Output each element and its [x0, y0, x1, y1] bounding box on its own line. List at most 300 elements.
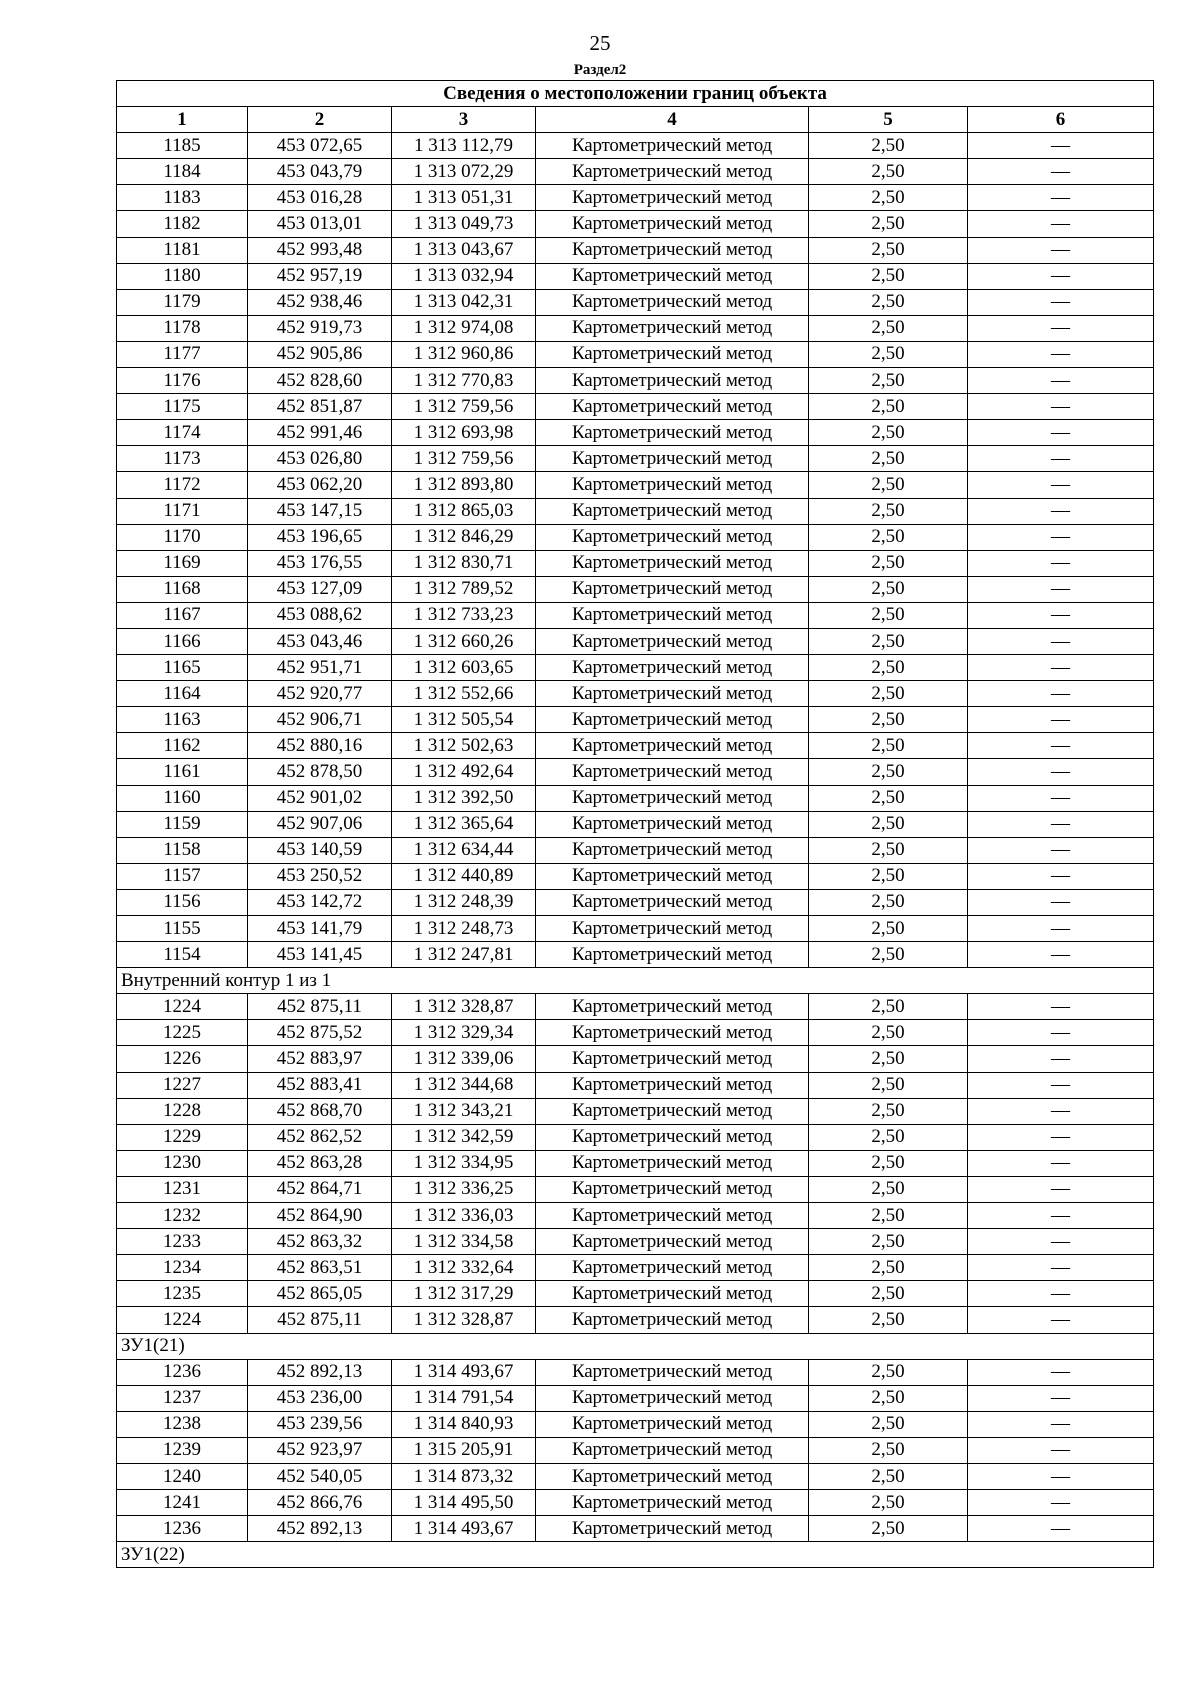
point-number-cell: 1172 [117, 472, 248, 498]
table-row [117, 602, 1154, 628]
table-row [117, 628, 1154, 654]
method-cell: Картометрический метод [536, 263, 809, 289]
description-cell: — [968, 211, 1154, 237]
x-coordinate-cell: 452 866,76 [248, 1490, 392, 1516]
point-number-cell: 1168 [117, 576, 248, 602]
accuracy-cell: 2,50 [809, 628, 968, 654]
table-row [117, 1020, 1154, 1046]
y-coordinate-cell: 1 313 043,67 [392, 237, 536, 263]
table-row [117, 942, 1154, 968]
table-row [117, 263, 1154, 289]
table-row [117, 341, 1154, 367]
y-coordinate-cell: 1 312 693,98 [392, 420, 536, 446]
y-coordinate-cell: 1 312 336,25 [392, 1176, 536, 1202]
accuracy-cell: 2,50 [809, 759, 968, 785]
description-cell: — [968, 1124, 1154, 1150]
description-cell: — [968, 655, 1154, 681]
x-coordinate-cell: 452 892,13 [248, 1516, 392, 1542]
x-coordinate-cell: 452 951,71 [248, 655, 392, 681]
accuracy-cell: 2,50 [809, 837, 968, 863]
description-cell: — [968, 159, 1154, 185]
table-row [117, 368, 1154, 394]
method-cell: Картометрический метод [536, 681, 809, 707]
x-coordinate-cell: 452 923,97 [248, 1437, 392, 1463]
description-cell: — [968, 1098, 1154, 1124]
accuracy-cell: 2,50 [809, 368, 968, 394]
description-cell: — [968, 1385, 1154, 1411]
point-number-cell: 1239 [117, 1437, 248, 1463]
description-cell: — [968, 550, 1154, 576]
table-row [117, 863, 1154, 889]
point-number-cell: 1162 [117, 733, 248, 759]
y-coordinate-cell: 1 314 493,67 [392, 1516, 536, 1542]
point-number-cell: 1185 [117, 133, 248, 159]
point-number-cell: 1230 [117, 1150, 248, 1176]
y-coordinate-cell: 1 312 440,89 [392, 863, 536, 889]
point-number-cell: 1176 [117, 368, 248, 394]
point-number-cell: 1238 [117, 1411, 248, 1437]
table-row [117, 1490, 1154, 1516]
accuracy-cell: 2,50 [809, 1437, 968, 1463]
y-coordinate-cell: 1 312 552,66 [392, 681, 536, 707]
accuracy-cell: 2,50 [809, 1229, 968, 1255]
point-number-cell: 1169 [117, 550, 248, 576]
point-number-cell: 1184 [117, 159, 248, 185]
method-cell: Картометрический метод [536, 889, 809, 915]
table-row [117, 1516, 1154, 1542]
column-number: 5 [809, 107, 968, 133]
table-row [117, 1229, 1154, 1255]
accuracy-cell: 2,50 [809, 289, 968, 315]
accuracy-cell: 2,50 [809, 1490, 968, 1516]
accuracy-cell: 2,50 [809, 524, 968, 550]
description-cell: — [968, 916, 1154, 942]
accuracy-cell: 2,50 [809, 1046, 968, 1072]
method-cell: Картометрический метод [536, 1411, 809, 1437]
y-coordinate-cell: 1 312 339,06 [392, 1046, 536, 1072]
table-row [117, 994, 1154, 1020]
contour-header-row [117, 1333, 1154, 1359]
x-coordinate-cell: 452 863,51 [248, 1255, 392, 1281]
point-number-cell: 1227 [117, 1072, 248, 1098]
accuracy-cell: 2,50 [809, 655, 968, 681]
x-coordinate-cell: 452 878,50 [248, 759, 392, 785]
y-coordinate-cell: 1 312 846,29 [392, 524, 536, 550]
point-number-cell: 1158 [117, 837, 248, 863]
x-coordinate-cell: 453 236,00 [248, 1385, 392, 1411]
description-cell: — [968, 1255, 1154, 1281]
accuracy-cell: 2,50 [809, 1463, 968, 1489]
point-number-cell: 1232 [117, 1203, 248, 1229]
description-cell: — [968, 837, 1154, 863]
y-coordinate-cell: 1 314 493,67 [392, 1359, 536, 1385]
x-coordinate-cell: 452 957,19 [248, 263, 392, 289]
accuracy-cell: 2,50 [809, 1359, 968, 1385]
method-cell: Картометрический метод [536, 1255, 809, 1281]
table-row [117, 498, 1154, 524]
description-cell: — [968, 733, 1154, 759]
x-coordinate-cell: 453 141,45 [248, 942, 392, 968]
y-coordinate-cell: 1 312 759,56 [392, 446, 536, 472]
description-cell: — [968, 420, 1154, 446]
accuracy-cell: 2,50 [809, 315, 968, 341]
description-cell: — [968, 707, 1154, 733]
accuracy-cell: 2,50 [809, 889, 968, 915]
description-cell: — [968, 1490, 1154, 1516]
description-cell: — [968, 759, 1154, 785]
point-number-cell: 1156 [117, 889, 248, 915]
x-coordinate-cell: 453 016,28 [248, 185, 392, 211]
section-label: Раздел2 [573, 62, 627, 78]
column-number: 2 [248, 107, 392, 133]
contour-header-row [117, 1542, 1154, 1568]
table-row [117, 916, 1154, 942]
method-cell: Картометрический метод [536, 1072, 809, 1098]
point-number-cell: 1164 [117, 681, 248, 707]
table-row [117, 1072, 1154, 1098]
x-coordinate-cell: 453 072,65 [248, 133, 392, 159]
accuracy-cell: 2,50 [809, 1385, 968, 1411]
point-number-cell: 1231 [117, 1176, 248, 1202]
point-number-cell: 1182 [117, 211, 248, 237]
table-row [117, 1359, 1154, 1385]
point-number-cell: 1174 [117, 420, 248, 446]
y-coordinate-cell: 1 312 865,03 [392, 498, 536, 524]
description-cell: — [968, 368, 1154, 394]
point-number-cell: 1235 [117, 1281, 248, 1307]
point-number-cell: 1181 [117, 237, 248, 263]
y-coordinate-cell: 1 312 343,21 [392, 1098, 536, 1124]
y-coordinate-cell: 1 313 032,94 [392, 263, 536, 289]
column-number: 1 [117, 107, 248, 133]
table-row [117, 811, 1154, 837]
description-cell: — [968, 1359, 1154, 1385]
table-row [117, 759, 1154, 785]
method-cell: Картометрический метод [536, 863, 809, 889]
accuracy-cell: 2,50 [809, 994, 968, 1020]
x-coordinate-cell: 453 088,62 [248, 602, 392, 628]
point-number-cell: 1154 [117, 942, 248, 968]
accuracy-cell: 2,50 [809, 1516, 968, 1542]
description-cell: — [968, 1281, 1154, 1307]
y-coordinate-cell: 1 312 328,87 [392, 1307, 536, 1333]
x-coordinate-cell: 452 864,71 [248, 1176, 392, 1202]
x-coordinate-cell: 453 142,72 [248, 889, 392, 915]
table-row [117, 1098, 1154, 1124]
method-cell: Картометрический метод [536, 785, 809, 811]
y-coordinate-cell: 1 312 893,80 [392, 472, 536, 498]
table-row [117, 133, 1154, 159]
table-body [117, 81, 1154, 1568]
y-coordinate-cell: 1 312 247,81 [392, 942, 536, 968]
table-title: Сведения о местоположении границ объекта [117, 81, 1154, 107]
method-cell: Картометрический метод [536, 550, 809, 576]
point-number-cell: 1241 [117, 1490, 248, 1516]
y-coordinate-cell: 1 312 344,68 [392, 1072, 536, 1098]
description-cell: — [968, 681, 1154, 707]
method-cell: Картометрический метод [536, 1150, 809, 1176]
point-number-cell: 1170 [117, 524, 248, 550]
x-coordinate-cell: 452 875,11 [248, 994, 392, 1020]
y-coordinate-cell: 1 312 603,65 [392, 655, 536, 681]
point-number-cell: 1171 [117, 498, 248, 524]
description-cell: — [968, 1463, 1154, 1489]
accuracy-cell: 2,50 [809, 707, 968, 733]
table-row [117, 1176, 1154, 1202]
y-coordinate-cell: 1 313 042,31 [392, 289, 536, 315]
point-number-cell: 1234 [117, 1255, 248, 1281]
point-number-cell: 1233 [117, 1229, 248, 1255]
x-coordinate-cell: 453 026,80 [248, 446, 392, 472]
description-cell: — [968, 524, 1154, 550]
y-coordinate-cell: 1 313 072,29 [392, 159, 536, 185]
table-row [117, 889, 1154, 915]
description-cell: — [968, 602, 1154, 628]
point-number-cell: 1237 [117, 1385, 248, 1411]
point-number-cell: 1175 [117, 394, 248, 420]
method-cell: Картометрический метод [536, 420, 809, 446]
accuracy-cell: 2,50 [809, 185, 968, 211]
table-row [117, 211, 1154, 237]
point-number-cell: 1228 [117, 1098, 248, 1124]
description-cell: — [968, 133, 1154, 159]
table-row [117, 1463, 1154, 1489]
point-number-cell: 1236 [117, 1516, 248, 1542]
x-coordinate-cell: 452 880,16 [248, 733, 392, 759]
method-cell: Картометрический метод [536, 628, 809, 654]
table-row [117, 733, 1154, 759]
method-cell: Картометрический метод [536, 1281, 809, 1307]
y-coordinate-cell: 1 312 248,73 [392, 916, 536, 942]
table-row [117, 472, 1154, 498]
x-coordinate-cell: 453 062,20 [248, 472, 392, 498]
point-number-cell: 1167 [117, 602, 248, 628]
description-cell: — [968, 1411, 1154, 1437]
description-cell: — [968, 394, 1154, 420]
description-cell: — [968, 1046, 1154, 1072]
table-row [117, 446, 1154, 472]
table-row [117, 681, 1154, 707]
y-coordinate-cell: 1 312 759,56 [392, 394, 536, 420]
y-coordinate-cell: 1 312 974,08 [392, 315, 536, 341]
x-coordinate-cell: 452 901,02 [248, 785, 392, 811]
accuracy-cell: 2,50 [809, 576, 968, 602]
description-cell: — [968, 1072, 1154, 1098]
method-cell: Картометрический метод [536, 707, 809, 733]
y-coordinate-cell: 1 312 492,64 [392, 759, 536, 785]
x-coordinate-cell: 452 883,97 [248, 1046, 392, 1072]
accuracy-cell: 2,50 [809, 211, 968, 237]
point-number-cell: 1236 [117, 1359, 248, 1385]
y-coordinate-cell: 1 313 112,79 [392, 133, 536, 159]
accuracy-cell: 2,50 [809, 942, 968, 968]
y-coordinate-cell: 1 312 789,52 [392, 576, 536, 602]
accuracy-cell: 2,50 [809, 1020, 968, 1046]
method-cell: Картометрический метод [536, 185, 809, 211]
description-cell: — [968, 1307, 1154, 1333]
table-row [117, 707, 1154, 733]
table-row [117, 550, 1154, 576]
method-cell: Картометрический метод [536, 1229, 809, 1255]
accuracy-cell: 2,50 [809, 498, 968, 524]
page-number: 25 [589, 31, 611, 55]
method-cell: Картометрический метод [536, 655, 809, 681]
method-cell: Картометрический метод [536, 524, 809, 550]
table-row [117, 1203, 1154, 1229]
point-number-cell: 1180 [117, 263, 248, 289]
method-cell: Картометрический метод [536, 1385, 809, 1411]
description-cell: — [968, 628, 1154, 654]
method-cell: Картометрический метод [536, 1124, 809, 1150]
table-row [117, 1411, 1154, 1437]
description-cell: — [968, 994, 1154, 1020]
x-coordinate-cell: 452 864,90 [248, 1203, 392, 1229]
description-cell: — [968, 863, 1154, 889]
point-number-cell: 1165 [117, 655, 248, 681]
table-row [117, 837, 1154, 863]
y-coordinate-cell: 1 314 495,50 [392, 1490, 536, 1516]
method-cell: Картометрический метод [536, 446, 809, 472]
method-cell: Картометрический метод [536, 394, 809, 420]
method-cell: Картометрический метод [536, 341, 809, 367]
x-coordinate-cell: 452 993,48 [248, 237, 392, 263]
accuracy-cell: 2,50 [809, 681, 968, 707]
column-number: 4 [536, 107, 809, 133]
method-cell: Картометрический метод [536, 602, 809, 628]
method-cell: Картометрический метод [536, 916, 809, 942]
description-cell: — [968, 1203, 1154, 1229]
point-number-cell: 1226 [117, 1046, 248, 1072]
y-coordinate-cell: 1 312 634,44 [392, 837, 536, 863]
description-cell: — [968, 1150, 1154, 1176]
description-cell: — [968, 576, 1154, 602]
method-cell: Картометрический метод [536, 1307, 809, 1333]
method-cell: Картометрический метод [536, 1516, 809, 1542]
x-coordinate-cell: 453 141,79 [248, 916, 392, 942]
x-coordinate-cell: 452 875,11 [248, 1307, 392, 1333]
table-row [117, 185, 1154, 211]
column-number: 3 [392, 107, 536, 133]
y-coordinate-cell: 1 312 332,64 [392, 1255, 536, 1281]
x-coordinate-cell: 453 196,65 [248, 524, 392, 550]
table-row [117, 524, 1154, 550]
x-coordinate-cell: 452 892,13 [248, 1359, 392, 1385]
column-number-row [117, 107, 1154, 133]
x-coordinate-cell: 452 906,71 [248, 707, 392, 733]
x-coordinate-cell: 452 540,05 [248, 1463, 392, 1489]
table-row [117, 1046, 1154, 1072]
point-number-cell: 1225 [117, 1020, 248, 1046]
point-number-cell: 1157 [117, 863, 248, 889]
method-cell: Картометрический метод [536, 289, 809, 315]
method-cell: Картометрический метод [536, 576, 809, 602]
contour-header-row [117, 968, 1154, 994]
x-coordinate-cell: 452 907,06 [248, 811, 392, 837]
y-coordinate-cell: 1 312 365,64 [392, 811, 536, 837]
y-coordinate-cell: 1 314 791,54 [392, 1385, 536, 1411]
table-row [117, 1385, 1154, 1411]
method-cell: Картометрический метод [536, 759, 809, 785]
method-cell: Картометрический метод [536, 1046, 809, 1072]
accuracy-cell: 2,50 [809, 602, 968, 628]
y-coordinate-cell: 1 312 334,58 [392, 1229, 536, 1255]
point-number-cell: 1229 [117, 1124, 248, 1150]
y-coordinate-cell: 1 312 392,50 [392, 785, 536, 811]
contour-label: ЗУ1(22) [117, 1542, 1154, 1568]
x-coordinate-cell: 452 905,86 [248, 341, 392, 367]
x-coordinate-cell: 452 919,73 [248, 315, 392, 341]
method-cell: Картометрический метод [536, 1020, 809, 1046]
x-coordinate-cell: 453 239,56 [248, 1411, 392, 1437]
x-coordinate-cell: 453 147,15 [248, 498, 392, 524]
x-coordinate-cell: 452 868,70 [248, 1098, 392, 1124]
x-coordinate-cell: 452 851,87 [248, 394, 392, 420]
method-cell: Картометрический метод [536, 733, 809, 759]
method-cell: Картометрический метод [536, 811, 809, 837]
description-cell: — [968, 341, 1154, 367]
y-coordinate-cell: 1 312 329,34 [392, 1020, 536, 1046]
x-coordinate-cell: 452 875,52 [248, 1020, 392, 1046]
accuracy-cell: 2,50 [809, 1124, 968, 1150]
y-coordinate-cell: 1 312 960,86 [392, 341, 536, 367]
y-coordinate-cell: 1 312 660,26 [392, 628, 536, 654]
point-number-cell: 1178 [117, 315, 248, 341]
table-row [117, 1255, 1154, 1281]
description-cell: — [968, 889, 1154, 915]
table-row [117, 1307, 1154, 1333]
description-cell: — [968, 1176, 1154, 1202]
table-row [117, 655, 1154, 681]
accuracy-cell: 2,50 [809, 1255, 968, 1281]
accuracy-cell: 2,50 [809, 133, 968, 159]
table-row [117, 420, 1154, 446]
table-row [117, 1281, 1154, 1307]
y-coordinate-cell: 1 312 830,71 [392, 550, 536, 576]
x-coordinate-cell: 452 863,28 [248, 1150, 392, 1176]
y-coordinate-cell: 1 312 328,87 [392, 994, 536, 1020]
table-row [117, 1437, 1154, 1463]
method-cell: Картометрический метод [536, 942, 809, 968]
accuracy-cell: 2,50 [809, 420, 968, 446]
description-cell: — [968, 289, 1154, 315]
point-number-cell: 1224 [117, 994, 248, 1020]
description-cell: — [968, 1437, 1154, 1463]
method-cell: Картометрический метод [536, 1437, 809, 1463]
method-cell: Картометрический метод [536, 159, 809, 185]
method-cell: Картометрический метод [536, 1176, 809, 1202]
table-row [117, 576, 1154, 602]
accuracy-cell: 2,50 [809, 916, 968, 942]
description-cell: — [968, 1229, 1154, 1255]
accuracy-cell: 2,50 [809, 550, 968, 576]
x-coordinate-cell: 453 013,01 [248, 211, 392, 237]
y-coordinate-cell: 1 312 505,54 [392, 707, 536, 733]
table-title-row [117, 81, 1154, 107]
description-cell: — [968, 1020, 1154, 1046]
method-cell: Картометрический метод [536, 133, 809, 159]
accuracy-cell: 2,50 [809, 1411, 968, 1437]
accuracy-cell: 2,50 [809, 1072, 968, 1098]
point-number-cell: 1173 [117, 446, 248, 472]
method-cell: Картометрический метод [536, 1359, 809, 1385]
y-coordinate-cell: 1 312 342,59 [392, 1124, 536, 1150]
y-coordinate-cell: 1 312 733,23 [392, 602, 536, 628]
method-cell: Картометрический метод [536, 472, 809, 498]
method-cell: Картометрический метод [536, 837, 809, 863]
description-cell: — [968, 1516, 1154, 1542]
point-number-cell: 1160 [117, 785, 248, 811]
boundary-coordinates-table [116, 80, 1154, 1568]
